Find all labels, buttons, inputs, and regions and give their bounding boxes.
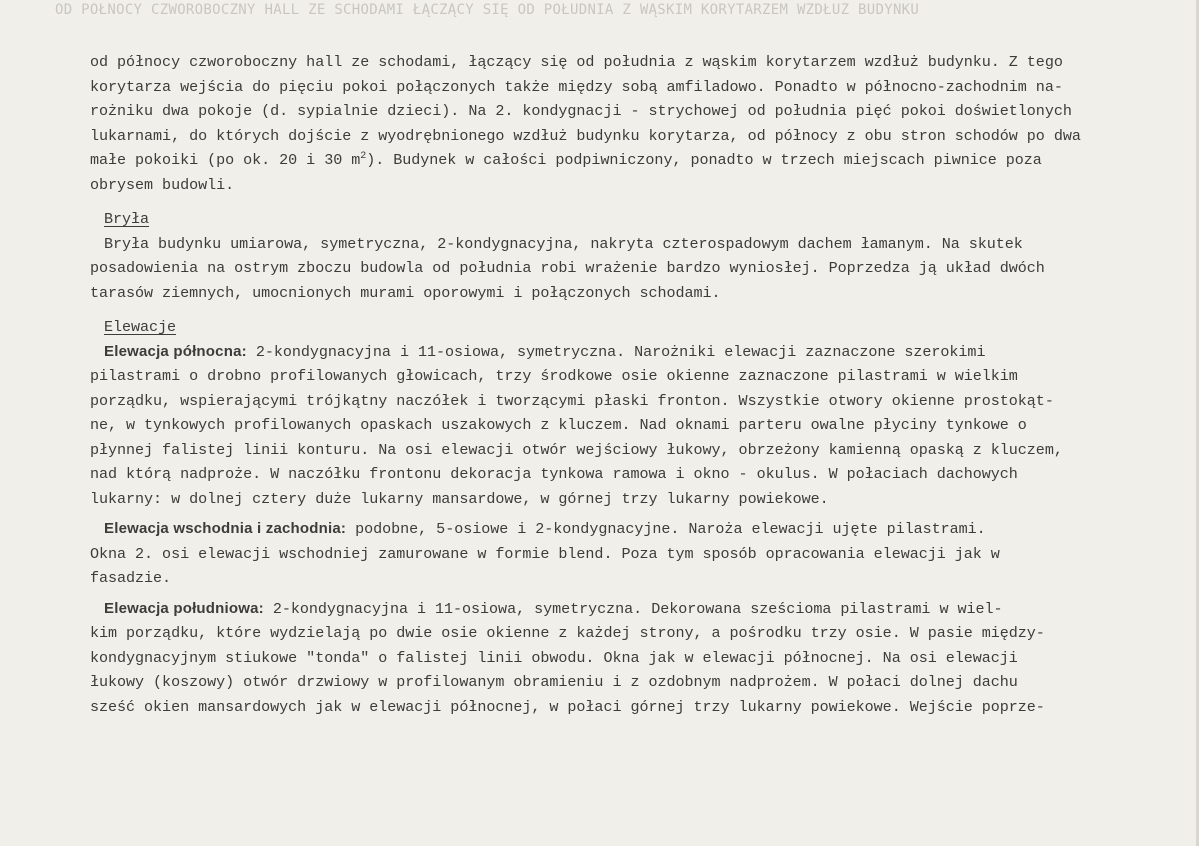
text-fragment: ). Budynek w całości podpiwniczony, ponadto w trzech miejscach piwnice poza (366, 151, 1042, 169)
subsection-lead-south: Elewacja południowa: (104, 599, 264, 617)
text-line: rożniku dwa pokoje (d. sypialnie dzieci). Na 2. kondygnacji - strychowej od południa pięć pokoi doświetlonych (90, 102, 1072, 120)
text-line: Okna 2. osi elewacji wschodniej zamurowane w formie blend. Poza tym sposób opracowania elewacji jak w (90, 544, 1000, 563)
subsection-lead-east-west: Elewacja wschodnia i zachodnia: (104, 520, 347, 537)
subsection-lead-north: Elewacja północna: (104, 342, 247, 360)
text-line: kim porządku, które wydzielają po dwie osie okienne z każdej strony, a pośrodku trzy osie. W pasie między- (90, 624, 1045, 642)
superscript: 2 (360, 151, 367, 162)
text-line: ne, w tynkowych profilowanych opaskach uszakowych z kluczem. Nad oknami parteru owalne płyciny tynkowe o (90, 416, 1027, 434)
heading-text: Bryła (104, 210, 150, 228)
text-line (90, 148, 1180, 173)
text-line (90, 597, 1180, 622)
text-line: sześć okien mansardowych jak w elewacji północnej, w połaci górnej trzy lukarny powiekowe. Wejście poprze- (90, 697, 1045, 716)
section-heading-bryla (90, 207, 1180, 232)
text-line: Bryła budynku umiarowa, symetryczna, 2-kondygnacyjna, nakryta czterospadowym dachem łamanym. Na skutek (104, 234, 1023, 253)
heading-text: Elewacje (104, 318, 177, 336)
text-line: nad którą nadproże. W naczółku frontonu dekoracja tynkowa ramowa i okno - okulus. W połaciach dachowych (90, 465, 1018, 483)
text-line (90, 340, 1180, 365)
text-line: lukarnami, do których dojście z wyodrębnionego wzdłuż budynku korytarza, od północy z obu stron schodów po dwa (90, 126, 1081, 145)
text-fragment: 2-kondygnacyjna i 11-osiowa, symetryczna. Dekorowana sześcioma pilastrami w wiel- (263, 599, 1003, 618)
text-line: płynnej falistej linii konturu. Na osi elewacji otwór wejściowy łukowy, obrzeżony kamienną opaską z kluczem, (90, 440, 1063, 459)
text-line: fasadzie. (90, 569, 172, 587)
text-line (90, 517, 1180, 542)
text-line: lukarny: w dolnej cztery duże lukarny mansardowe, w górnej trzy lukarny powiekowe. (90, 489, 829, 508)
text-line: porządku, wspierającymi trójkątny naczółek i tworzącymi płaski fronton. Wszystkie otwory okienne prostokąt- (90, 391, 1054, 410)
spacer (90, 197, 1180, 207)
typewritten-text-body (90, 50, 1180, 719)
text-line: obrysem budowli. (90, 175, 235, 194)
text-line: tarasów ziemnych, umocnionych murami oporowymi i połączonych schodami. (90, 283, 721, 302)
text-line: kondygnacyjnym stiukowe "tonda" o falistej linii obwodu. Okna jak w elewacji północnej. Na osi elewacji (90, 648, 1018, 667)
text-line: łukowy (koszowy) otwór drzwiowy w profilowanym obramieniu i z ozdobnym nadprożem. W połaci dolnej dachu (90, 673, 1018, 691)
text-line: od północy czworoboczny hall ze schodami, łączący się od południa z wąskim korytarzem wzdłuż budynku. Z tego (90, 53, 1063, 71)
section-heading-elewacje (90, 315, 1180, 340)
bleed-through-text: OD PÓŁNOCY CZWOROBOCZNY HALL ZE SCHODAMI ŁĄCZĄCY SIĘ OD POŁUDNIA Z WĄSKIM KORYTARZEM WZDŁUŻ BUDYNKU (55, 2, 920, 18)
text-line: pilastrami o drobno profilowanych głowicach, trzy środkowe osie okienne zaznaczone pilastrami w wielkim (90, 367, 1018, 385)
text-fragment: małe pokoiki (po ok. 20 i 30 m (90, 151, 361, 169)
text-line: korytarza wejścia do pięciu pokoi połączonych także między sobą amfiladowo. Ponadto w północno-zachodnim na- (90, 77, 1063, 96)
text-line: posadowienia na ostrym zboczu budowla od południa robi wrażenie bardzo wyniosłej. Poprzedza ją układ dwóch (90, 259, 1045, 277)
spacer (90, 305, 1180, 315)
text-fragment: podobne, 5-osiowe i 2-kondygnacyjne. Naroża elewacji ujęte pilastrami. (346, 520, 986, 538)
text-fragment: 2-kondygnacyjna i 11-osiowa, symetryczna. Narożniki elewacji zaznaczone szerokimi (246, 342, 986, 361)
